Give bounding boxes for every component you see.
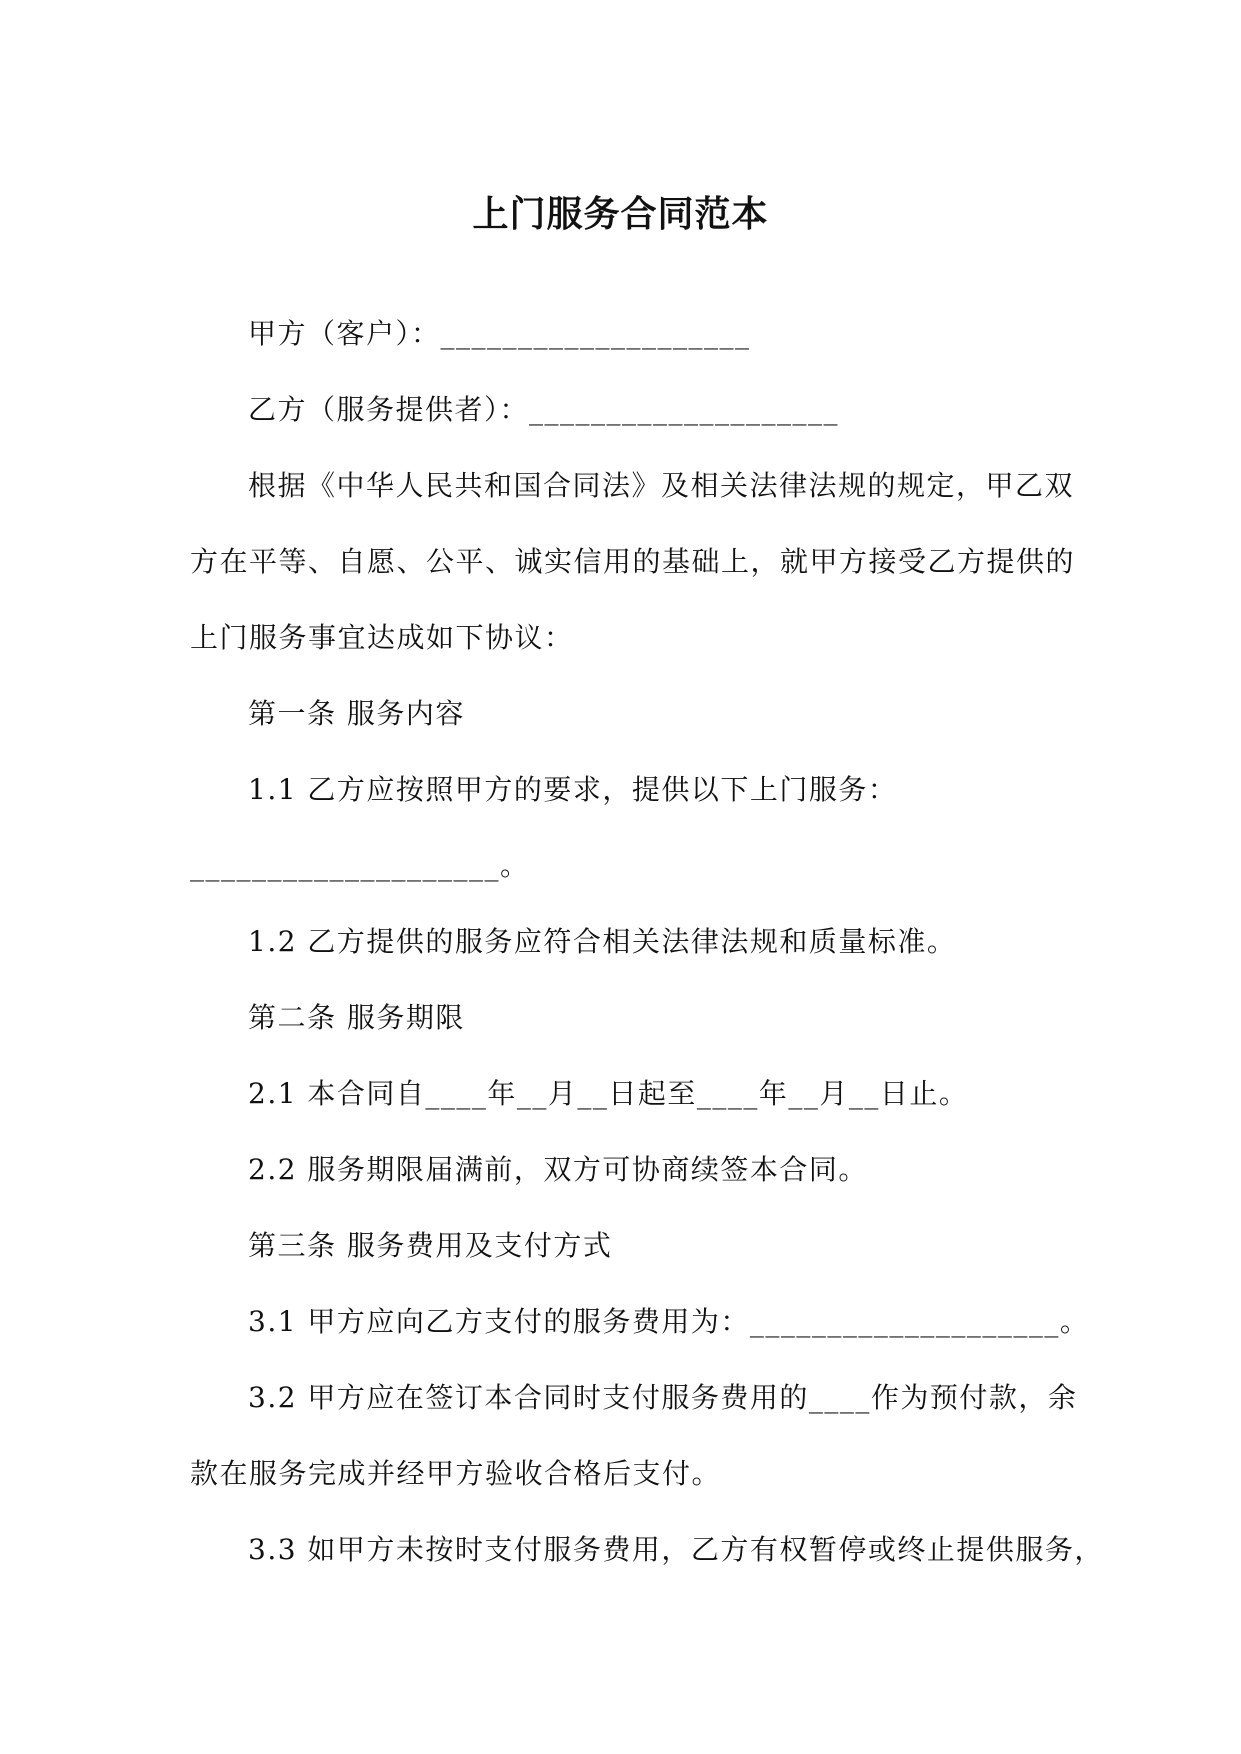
clause-1-2: 1.2 乙方提供的服务应符合相关法律法规和质量标准。 <box>248 925 957 958</box>
party-a-line: 甲方（客户）：____________________ <box>248 317 751 350</box>
article-1-heading: 第一条 服务内容 <box>248 697 465 730</box>
article-2-heading: 第二条 服务期限 <box>248 1001 465 1034</box>
clause-1-1: 1.1 乙方应按照甲方的要求，提供以下上门服务： <box>248 773 898 806</box>
clause-2-2: 2.2 服务期限届满前，双方可协商续签本合同。 <box>248 1153 868 1186</box>
clause-3-1: 3.1 甲方应向乙方支付的服务费用为：____________________。 <box>248 1305 1090 1338</box>
preamble-line-3: 上门服务事宜达成如下协议： <box>190 621 574 654</box>
clause-3-2-line-2: 款在服务完成并经甲方验收合格后支付。 <box>190 1457 722 1490</box>
clause-2-1: 2.1 本合同自____年__月__日起至____年__月__日止。 <box>248 1077 969 1110</box>
clause-3-3: 3.3 如甲方未按时支付服务费用，乙方有权暂停或终止提供服务， <box>248 1533 1104 1566</box>
preamble-line-1: 根据《中华人民共和国合同法》及相关法律法规的规定，甲乙双 <box>248 469 1075 502</box>
clause-1-1-blank: ____________________。 <box>190 849 530 882</box>
clause-3-2-line-1: 3.2 甲方应在签订本合同时支付服务费用的____作为预付款，余 <box>248 1381 1078 1414</box>
article-3-heading: 第三条 服务费用及支付方式 <box>248 1229 613 1262</box>
document-title: 上门服务合同范本 <box>472 193 769 235</box>
party-b-line: 乙方（服务提供者）：____________________ <box>248 393 840 426</box>
preamble-line-2: 方在平等、自愿、公平、诚实信用的基础上，就甲方接受乙方提供的 <box>190 545 1076 578</box>
